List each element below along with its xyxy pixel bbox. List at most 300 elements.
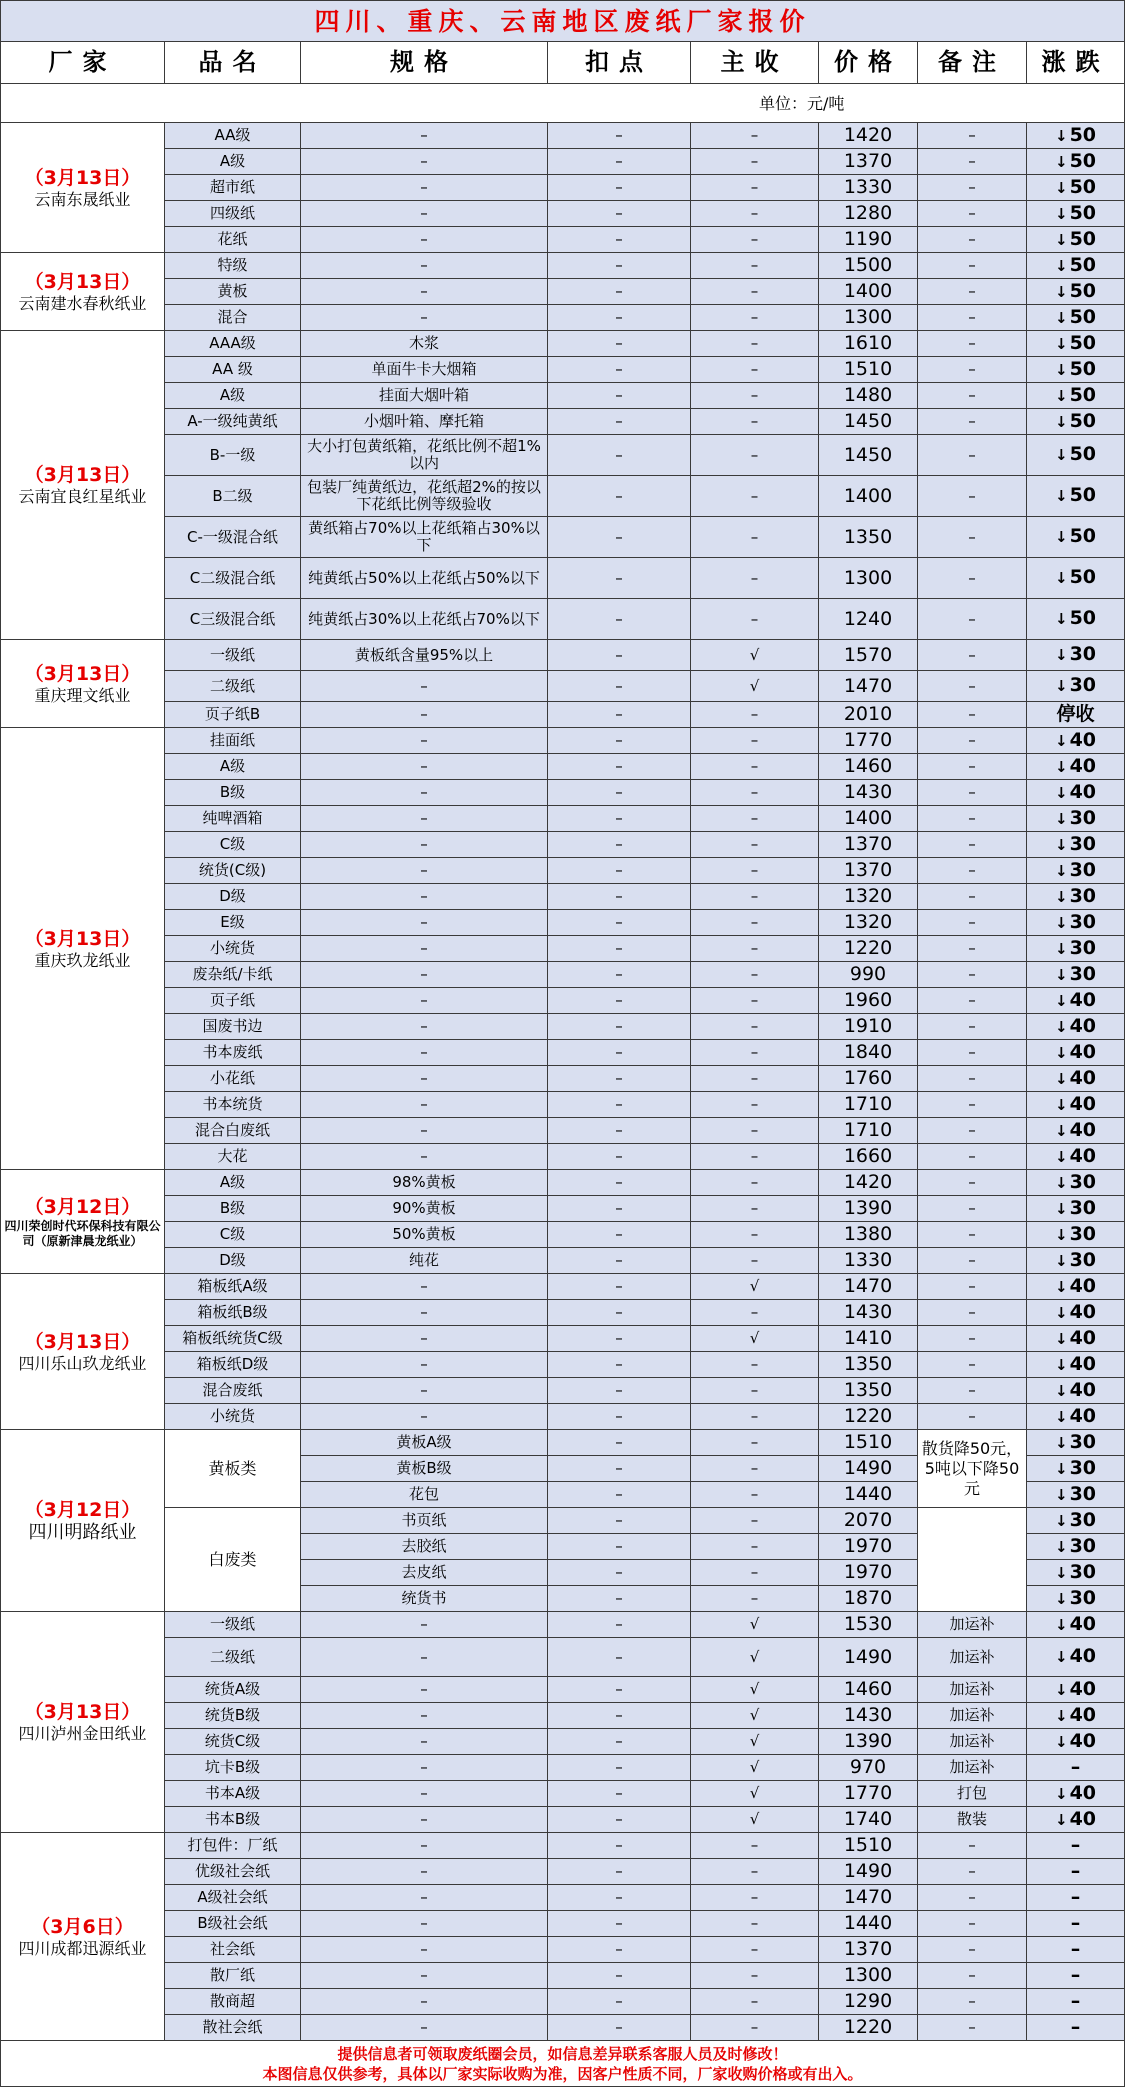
note-cell: – [918, 1300, 1027, 1326]
change-cell [1027, 1755, 1125, 1781]
deduct-cell: – [548, 476, 691, 517]
factory-cell [1, 1833, 165, 2041]
change-cell [1027, 1534, 1125, 1560]
main-cell: – [691, 1859, 819, 1885]
header-price: 价格 [819, 42, 918, 84]
deduct-cell: – [548, 1703, 691, 1729]
product-name: 小花纸 [165, 1066, 301, 1092]
change-value: 30 [1069, 1222, 1097, 1245]
spec-cell: – [301, 1781, 548, 1807]
main-cell: – [691, 1118, 819, 1144]
table-row [1, 1196, 1125, 1222]
spec-cell: – [301, 1612, 548, 1638]
change-cell [1027, 1014, 1125, 1040]
down-arrow-icon: ↓ [1054, 783, 1068, 802]
down-arrow-icon: ↓ [1054, 1615, 1068, 1634]
table-row [1, 1352, 1125, 1378]
change-value: 30 [1069, 832, 1097, 855]
change-value: 30 [1069, 910, 1097, 933]
table-row [1, 1274, 1125, 1300]
spec-cell: – [301, 858, 548, 884]
table-row [1, 1222, 1125, 1248]
down-arrow-icon: ↓ [1054, 1589, 1068, 1608]
main-cell: – [691, 754, 819, 780]
price-cell: 1240 [819, 599, 918, 640]
down-arrow-icon: ↓ [1054, 528, 1068, 546]
deduct-cell: – [548, 671, 691, 702]
product-name: 统货A级 [165, 1677, 301, 1703]
main-cell: – [691, 1885, 819, 1911]
deduct-cell: – [548, 149, 691, 175]
change-cell [1027, 1326, 1125, 1352]
change-value: – [1070, 1964, 1081, 1986]
header-row [1, 42, 1125, 84]
table-row [1, 331, 1125, 357]
price-cell: 1300 [819, 305, 918, 331]
change-value: 50 [1069, 227, 1097, 250]
note-cell: – [918, 671, 1027, 702]
spec-cell: – [301, 884, 548, 910]
change-cell [1027, 305, 1125, 331]
down-arrow-icon: ↓ [1054, 1121, 1068, 1140]
change-cell [1027, 1963, 1125, 1989]
product-name: 社会纸 [165, 1937, 301, 1963]
main-cell: √ [691, 1729, 819, 1755]
product-name: B-一级 [165, 435, 301, 476]
price-cell: 1770 [819, 1781, 918, 1807]
factory-date: （3月13日） [24, 270, 141, 293]
note-cell: – [918, 305, 1027, 331]
change-cell [1027, 1066, 1125, 1092]
down-arrow-icon: ↓ [1054, 610, 1068, 628]
product-name: A级 [165, 383, 301, 409]
change-value: 30 [1069, 806, 1097, 829]
spec-cell: – [301, 175, 548, 201]
price-cell: 1320 [819, 910, 918, 936]
note-cell: – [918, 1885, 1027, 1911]
price-cell: 1430 [819, 1300, 918, 1326]
table-row [1, 227, 1125, 253]
down-arrow-icon: ↓ [1054, 1810, 1068, 1829]
deduct-cell: – [548, 640, 691, 671]
change-value: 40 [1069, 1703, 1097, 1726]
change-cell [1027, 1807, 1125, 1833]
page-title: 四川、重庆、云南地区废纸厂家报价 [1, 1, 1125, 42]
product-name: 散厂纸 [165, 1963, 301, 1989]
main-cell: – [691, 1248, 819, 1274]
table-row [1, 476, 1125, 517]
deduct-cell: – [548, 1963, 691, 1989]
down-arrow-icon: ↓ [1054, 646, 1068, 664]
product-name: C级 [165, 832, 301, 858]
price-cell: 1370 [819, 832, 918, 858]
table-row [1, 962, 1125, 988]
deduct-cell: – [548, 1833, 691, 1859]
down-arrow-icon: ↓ [1054, 1147, 1068, 1166]
header-spec: 规格 [301, 42, 548, 84]
main-cell: – [691, 1989, 819, 2015]
main-cell: – [691, 962, 819, 988]
spec-cell: – [301, 149, 548, 175]
deduct-cell: – [548, 884, 691, 910]
price-cell: 1470 [819, 1274, 918, 1300]
deduct-cell: – [548, 1014, 691, 1040]
down-arrow-icon: ↓ [1054, 1459, 1068, 1478]
change-cell [1027, 1352, 1125, 1378]
change-value: 30 [1069, 962, 1097, 985]
price-cell: 1660 [819, 1144, 918, 1170]
spec-cell: – [301, 754, 548, 780]
down-arrow-icon: ↓ [1054, 360, 1068, 379]
note-cell: 加运补 [918, 1729, 1027, 1755]
spec-cell: – [301, 962, 548, 988]
change-cell [1027, 728, 1125, 754]
table-row [1, 149, 1125, 175]
change-cell [1027, 331, 1125, 357]
price-cell: 1330 [819, 1248, 918, 1274]
main-cell: – [691, 780, 819, 806]
deduct-cell: – [548, 1612, 691, 1638]
down-arrow-icon: ↓ [1054, 446, 1068, 464]
price-cell: 1400 [819, 806, 918, 832]
change-value: – [1070, 1912, 1081, 1934]
spec-cell: – [301, 1807, 548, 1833]
spec-cell: – [301, 1144, 548, 1170]
spec-cell: 大小打包黄纸箱，花纸比例不超1%以内 [301, 435, 548, 476]
main-cell: – [691, 175, 819, 201]
table-row [1, 305, 1125, 331]
note-cell: – [918, 832, 1027, 858]
product-name: C三级混合纸 [165, 599, 301, 640]
product-name: 优级社会纸 [165, 1859, 301, 1885]
spec-cell: – [301, 1963, 548, 1989]
table-row [1, 253, 1125, 279]
note-cell: – [918, 1248, 1027, 1274]
deduct-cell: – [548, 2015, 691, 2041]
product-name: 箱板纸D级 [165, 1352, 301, 1378]
main-cell: – [691, 279, 819, 305]
category-cell: 黄板类 [165, 1430, 301, 1508]
down-arrow-icon: ↓ [1054, 965, 1068, 984]
price-cell: 1420 [819, 1170, 918, 1196]
table-row [1, 1508, 1125, 1534]
change-cell [1027, 1092, 1125, 1118]
change-cell [1027, 1859, 1125, 1885]
down-arrow-icon: ↓ [1054, 835, 1068, 854]
factory-cell [1, 640, 165, 728]
product-name: 超市纸 [165, 175, 301, 201]
note-cell: 打包 [918, 1781, 1027, 1807]
product-name: 箱板纸统货C级 [165, 1326, 301, 1352]
deduct-cell: – [548, 1222, 691, 1248]
change-value: – [1070, 1834, 1081, 1856]
spec-cell: – [301, 671, 548, 702]
product-name: C-一级混合纸 [165, 517, 301, 558]
table-row [1, 671, 1125, 702]
price-cell: 1970 [819, 1560, 918, 1586]
price-cell: 1740 [819, 1807, 918, 1833]
spec-cell: 纯花 [301, 1248, 548, 1274]
note-cell: – [918, 910, 1027, 936]
change-value: – [1070, 2016, 1081, 2038]
down-arrow-icon: ↓ [1054, 1732, 1068, 1751]
product-name: 统货(C级) [165, 858, 301, 884]
main-cell: √ [691, 1612, 819, 1638]
note-cell: – [918, 1092, 1027, 1118]
header-note: 备注 [918, 42, 1027, 84]
price-cell: 1220 [819, 2015, 918, 2041]
change-value: 30 [1069, 858, 1097, 881]
spec-cell: 花包 [301, 1482, 548, 1508]
factory-cell [1, 1612, 165, 1833]
change-value: 40 [1069, 1807, 1097, 1830]
table-row [1, 1677, 1125, 1703]
main-cell: – [691, 253, 819, 279]
price-cell: 1330 [819, 175, 918, 201]
main-cell: – [691, 1040, 819, 1066]
change-value: 30 [1069, 1560, 1097, 1583]
main-cell: – [691, 1066, 819, 1092]
change-cell [1027, 832, 1125, 858]
main-cell: – [691, 435, 819, 476]
table-row [1, 1066, 1125, 1092]
change-cell [1027, 279, 1125, 305]
change-value: 40 [1069, 1352, 1097, 1375]
spec-cell: – [301, 780, 548, 806]
price-cell: 1300 [819, 558, 918, 599]
price-cell: 1440 [819, 1482, 918, 1508]
product-name: 挂面纸 [165, 728, 301, 754]
down-arrow-icon: ↓ [1054, 1355, 1068, 1374]
note-cell: – [918, 858, 1027, 884]
product-name: 纯啤酒箱 [165, 806, 301, 832]
price-cell: 1530 [819, 1612, 918, 1638]
change-cell [1027, 1560, 1125, 1586]
price-cell: 1380 [819, 1222, 918, 1248]
note-cell: – [918, 357, 1027, 383]
change-cell [1027, 476, 1125, 517]
deduct-cell: – [548, 988, 691, 1014]
spec-cell: – [301, 1859, 548, 1885]
spec-cell: – [301, 1092, 548, 1118]
deduct-cell: – [548, 1859, 691, 1885]
footer-line-2: 本图信息仅供参考，具体以厂家实际收购为准，因客户性质不同，厂家收购价格或有出入。 [262, 2064, 863, 2083]
note-cell: – [918, 702, 1027, 728]
product-name: 书本废纸 [165, 1040, 301, 1066]
main-cell: – [691, 1352, 819, 1378]
footer-note [1, 2041, 1125, 2087]
spec-cell: – [301, 1378, 548, 1404]
deduct-cell: – [548, 1508, 691, 1534]
note-cell: – [918, 1014, 1027, 1040]
table-row [1, 1326, 1125, 1352]
note-cell: – [918, 476, 1027, 517]
table-row [1, 728, 1125, 754]
note-cell: – [918, 253, 1027, 279]
main-cell: – [691, 227, 819, 253]
table-row [1, 1703, 1125, 1729]
note-cell: – [918, 1196, 1027, 1222]
price-cell: 1960 [819, 988, 918, 1014]
product-name: 混合白废纸 [165, 1118, 301, 1144]
spec-cell: 98%黄板 [301, 1170, 548, 1196]
price-cell: 1910 [819, 1014, 918, 1040]
product-name: 一级纸 [165, 640, 301, 671]
change-cell [1027, 227, 1125, 253]
spec-cell: – [301, 1118, 548, 1144]
spec-cell: – [301, 910, 548, 936]
table-row [1, 1859, 1125, 1885]
price-cell: 1430 [819, 1703, 918, 1729]
deduct-cell: – [548, 1586, 691, 1612]
product-name: 废杂纸/卡纸 [165, 962, 301, 988]
deduct-cell: – [548, 123, 691, 149]
table-row [1, 1092, 1125, 1118]
down-arrow-icon: ↓ [1054, 256, 1068, 275]
table-row [1, 1378, 1125, 1404]
table-row [1, 806, 1125, 832]
deduct-cell: – [548, 1300, 691, 1326]
spec-cell: – [301, 1274, 548, 1300]
deduct-cell: – [548, 1482, 691, 1508]
main-cell: – [691, 1963, 819, 1989]
change-cell [1027, 1833, 1125, 1859]
price-cell: 1420 [819, 123, 918, 149]
down-arrow-icon: ↓ [1054, 1407, 1068, 1426]
main-cell: √ [691, 671, 819, 702]
main-cell: – [691, 305, 819, 331]
change-cell [1027, 1586, 1125, 1612]
product-name: A级社会纸 [165, 1885, 301, 1911]
spec-cell: – [301, 1040, 548, 1066]
product-name: 打包件：厂纸 [165, 1833, 301, 1859]
product-name: B级社会纸 [165, 1911, 301, 1937]
note-cell: – [918, 149, 1027, 175]
main-cell: √ [691, 1781, 819, 1807]
price-cell: 1350 [819, 1352, 918, 1378]
deduct-cell: – [548, 383, 691, 409]
spec-cell: – [301, 832, 548, 858]
product-name: 花纸 [165, 227, 301, 253]
table-row [1, 858, 1125, 884]
main-cell: – [691, 884, 819, 910]
change-cell [1027, 1781, 1125, 1807]
down-arrow-icon: ↓ [1054, 230, 1068, 249]
main-cell: – [691, 331, 819, 357]
deduct-cell: – [548, 227, 691, 253]
spec-cell: 统货书 [301, 1586, 548, 1612]
header-factory: 厂家 [1, 42, 165, 84]
price-cell: 1370 [819, 149, 918, 175]
main-cell: – [691, 1911, 819, 1937]
product-name: C级 [165, 1222, 301, 1248]
spec-cell: – [301, 1014, 548, 1040]
table-row [1, 1729, 1125, 1755]
deduct-cell: – [548, 409, 691, 435]
deduct-cell: – [548, 1196, 691, 1222]
deduct-cell: – [548, 331, 691, 357]
change-cell [1027, 409, 1125, 435]
change-cell [1027, 884, 1125, 910]
main-cell: – [691, 1560, 819, 1586]
main-cell: – [691, 1196, 819, 1222]
spec-cell: – [301, 1404, 548, 1430]
factory-date: （3月13日） [24, 166, 141, 189]
factory-date: （3月6日） [31, 1915, 134, 1938]
change-value: 40 [1069, 1378, 1097, 1401]
spec-cell: – [301, 702, 548, 728]
note-cell: 加运补 [918, 1755, 1027, 1781]
note-cell: – [918, 1040, 1027, 1066]
note-cell: – [918, 201, 1027, 227]
change-value: 30 [1069, 1534, 1097, 1557]
deduct-cell: – [548, 1092, 691, 1118]
change-value: 40 [1069, 1612, 1097, 1635]
spec-cell: – [301, 1833, 548, 1859]
price-cell: 1470 [819, 1885, 918, 1911]
table-row [1, 1248, 1125, 1274]
main-cell: – [691, 517, 819, 558]
table-row [1, 1989, 1125, 2015]
product-name: 统货B级 [165, 1703, 301, 1729]
change-value: 50 [1069, 525, 1097, 547]
main-cell: – [691, 1092, 819, 1118]
change-cell [1027, 1911, 1125, 1937]
main-cell: – [691, 988, 819, 1014]
product-name: 页子纸 [165, 988, 301, 1014]
change-cell [1027, 435, 1125, 476]
note-cell: – [918, 962, 1027, 988]
spec-cell: – [301, 305, 548, 331]
change-cell [1027, 1144, 1125, 1170]
factory-name: 四川泸州金田纸业 [18, 1724, 147, 1743]
product-name: 散商超 [165, 1989, 301, 2015]
change-value: 30 [1069, 1170, 1097, 1193]
note-cell: 加运补 [918, 1638, 1027, 1677]
main-cell: – [691, 832, 819, 858]
product-name: 国废书边 [165, 1014, 301, 1040]
change-value: 50 [1069, 201, 1097, 224]
change-cell [1027, 1196, 1125, 1222]
product-name: 箱板纸A级 [165, 1274, 301, 1300]
deduct-cell: – [548, 1404, 691, 1430]
main-cell: – [691, 1456, 819, 1482]
main-cell: – [691, 936, 819, 962]
note-cell: 散装 [918, 1807, 1027, 1833]
spec-cell: 纯黄纸占30%以上花纸占70%以下 [301, 599, 548, 640]
table-row [1, 884, 1125, 910]
note-cell: – [918, 1989, 1027, 2015]
change-value: 50 [1069, 566, 1097, 588]
product-name: 箱板纸B级 [165, 1300, 301, 1326]
note-cell: – [918, 936, 1027, 962]
deduct-cell: – [548, 1781, 691, 1807]
price-cell: 2070 [819, 1508, 918, 1534]
spec-cell: 50%黄板 [301, 1222, 548, 1248]
table-row [1, 1638, 1125, 1677]
price-cell: 1510 [819, 357, 918, 383]
spec-cell: 挂面大烟叶箱 [301, 383, 548, 409]
change-value: 40 [1069, 780, 1097, 803]
main-cell: – [691, 1430, 819, 1456]
table-row [1, 1300, 1125, 1326]
deduct-cell: – [548, 858, 691, 884]
change-value: 50 [1069, 484, 1097, 506]
change-value: 30 [1069, 1482, 1097, 1505]
table-row [1, 832, 1125, 858]
price-cell: 1970 [819, 1534, 918, 1560]
product-name: 书本统货 [165, 1092, 301, 1118]
